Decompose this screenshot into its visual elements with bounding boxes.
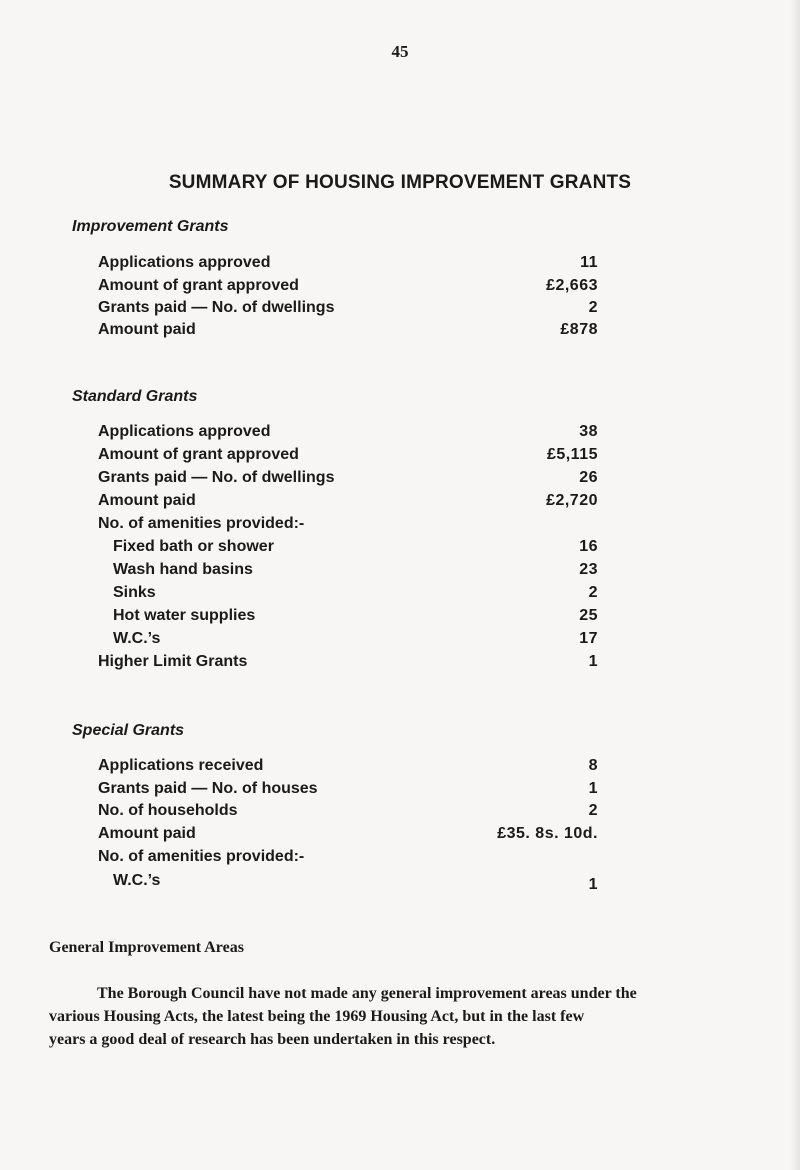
paragraph-line: various Housing Acts, the latest being the 1969 Housing Act, but in the last few <box>49 1008 585 1025</box>
row-value: 25 <box>579 607 598 624</box>
row-value: £35. 8s. 10d. <box>497 825 598 842</box>
row-label: Applications received <box>98 757 264 774</box>
row-label: W.C.’s <box>113 872 161 889</box>
page-number: 45 <box>391 42 409 61</box>
table-row <box>0 299 800 322</box>
row-label: Applications approved <box>98 423 271 440</box>
row-value: 26 <box>579 469 598 486</box>
page-edge-shadow <box>790 0 800 1170</box>
table-row <box>0 584 800 607</box>
row-label: Amount of grant approved <box>98 277 299 294</box>
table-row <box>0 802 800 825</box>
row-label: Amount paid <box>98 492 196 509</box>
row-value: 1 <box>588 780 598 797</box>
table-row <box>0 872 800 895</box>
table-row <box>0 321 800 344</box>
standard-grants-heading: Standard Grants <box>72 388 198 405</box>
improvement-grants-heading: Improvement Grants <box>72 218 229 235</box>
row-label: Higher Limit Grants <box>98 653 248 670</box>
row-value: 1 <box>588 653 598 670</box>
page-title: SUMMARY OF HOUSING IMPROVEMENT GRANTS <box>168 172 632 193</box>
row-value: 23 <box>579 561 598 578</box>
row-label: Applications approved <box>98 254 271 271</box>
table-row <box>0 254 800 277</box>
row-label: Grants paid — No. of dwellings <box>98 469 335 486</box>
row-value: 8 <box>588 757 598 774</box>
row-value: 16 <box>579 538 598 555</box>
table-row <box>0 446 800 469</box>
row-label: No. of amenities provided:- <box>98 515 305 532</box>
table-row <box>0 423 800 446</box>
row-label: Amount of grant approved <box>98 446 299 463</box>
row-label: W.C.’s <box>113 630 161 647</box>
table-row <box>0 469 800 492</box>
row-value: 2 <box>588 299 598 316</box>
row-label: No. of amenities provided:- <box>98 848 305 865</box>
table-row <box>0 515 800 538</box>
row-value: £5,115 <box>546 446 598 463</box>
table-row <box>0 607 800 630</box>
table-row <box>0 825 800 848</box>
general-improvement-areas-paragraph <box>49 982 769 1051</box>
table-row <box>0 561 800 584</box>
row-value: £2,720 <box>546 492 598 509</box>
row-value: £878 <box>560 321 598 338</box>
row-label: Amount paid <box>98 321 196 338</box>
table-row <box>0 277 800 300</box>
paragraph-line: years a good deal of research has been undertaken in this respect. <box>49 1031 496 1048</box>
table-row <box>0 848 800 871</box>
table-row <box>0 653 800 676</box>
table-row <box>0 757 800 780</box>
general-improvement-areas-heading: General Improvement Areas <box>49 939 244 956</box>
paragraph-line: The Borough Council have not made any general improvement areas under the <box>97 985 637 1002</box>
row-label: Grants paid — No. of houses <box>98 780 318 797</box>
row-value: 38 <box>579 423 598 440</box>
table-row <box>0 780 800 803</box>
row-label: Hot water supplies <box>113 607 256 624</box>
row-value: 1 <box>588 876 598 893</box>
row-label: Grants paid — No. of dwellings <box>98 299 335 316</box>
row-label: Amount paid <box>98 825 196 842</box>
row-label: No. of households <box>98 802 238 819</box>
row-value: 2 <box>588 584 598 601</box>
row-value: 2 <box>588 802 598 819</box>
row-label: Wash hand basins <box>113 561 253 578</box>
row-value: 17 <box>579 630 598 647</box>
table-row <box>0 492 800 515</box>
table-row <box>0 630 800 653</box>
row-value: 11 <box>580 254 598 271</box>
special-grants-heading: Special Grants <box>72 722 185 739</box>
table-row <box>0 538 800 561</box>
row-value: £2,663 <box>546 277 598 294</box>
row-label: Fixed bath or shower <box>113 538 274 555</box>
row-label: Sinks <box>113 584 156 601</box>
